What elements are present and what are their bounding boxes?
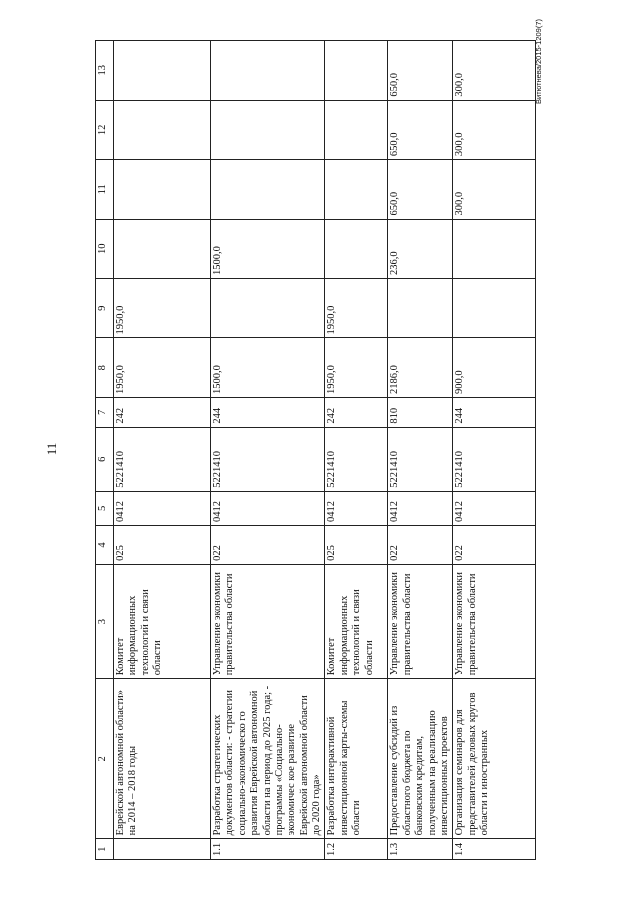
year-2014 [388,279,453,338]
code-vr: 810 [388,397,453,427]
year-2016 [211,160,325,219]
executor: Управление экономики правительства области [453,564,536,678]
code-vr: 242 [325,397,388,427]
code-csr: 5221410 [325,427,388,491]
document-code: Витютнева/2015-1209(7) [534,18,543,104]
year-2014 [211,279,325,338]
row-number: 1.2 [325,839,388,860]
code-rz: 0412 [388,491,453,525]
col-header: 13 [96,41,114,101]
code-gr: 022 [388,526,453,565]
year-2017 [211,100,325,159]
table-row [453,41,536,860]
code-csr: 5221410 [114,427,211,491]
program-table [95,40,536,860]
activity-name: Разработка интерактивной инвестиционной карты-схемы области [325,679,388,839]
year-2016: 300,0 [453,160,536,219]
year-2017: 650,0 [388,100,453,159]
col-header: 4 [96,526,114,565]
year-2015 [453,219,536,278]
code-gr: 025 [114,526,211,565]
year-2015 [114,219,211,278]
col-header: 7 [96,397,114,427]
executor: Комитет информационных технологий и связи области [114,564,211,678]
total: 900,0 [453,338,536,397]
year-2017 [114,100,211,159]
row-number: 1.3 [388,839,453,860]
executor: Комитет информационных технологий и связи области [325,564,388,678]
col-header: 2 [96,679,114,839]
activity-name: Еврейской автономной области» на 2014 – 2018 годы [114,679,211,839]
code-csr: 5221410 [388,427,453,491]
year-2018: 650,0 [388,41,453,101]
year-2015 [325,219,388,278]
code-rz: 0412 [325,491,388,525]
total: 1500,0 [211,338,325,397]
col-header: 6 [96,427,114,491]
table-row [388,41,453,860]
code-gr: 025 [325,526,388,565]
executor: Управление экономики правительства области [388,564,453,678]
col-header: 5 [96,491,114,525]
total: 2186,0 [388,338,453,397]
year-2016 [114,160,211,219]
year-2018 [114,41,211,101]
code-csr: 5221410 [453,427,536,491]
total: 1950,0 [114,338,211,397]
year-2015: 236,0 [388,219,453,278]
table-row [325,41,388,860]
col-header: 12 [96,100,114,159]
program-table-container [95,40,585,860]
year-2018 [211,41,325,101]
activity-name: Разработка стратегических документов области: - стратегии социально-экономическо го развития Еврейской автономной области на период до 2025 года; - программы «Социально-экономичес кое развитие Еврейской автономной области до 2020 года» [211,679,325,839]
code-rz: 0412 [453,491,536,525]
col-header: 1 [96,839,114,860]
year-2018 [325,41,388,101]
code-vr: 242 [114,397,211,427]
col-header: 8 [96,338,114,397]
col-header: 10 [96,219,114,278]
code-gr: 022 [211,526,325,565]
code-csr: 5221410 [211,427,325,491]
table-row [211,41,325,860]
code-rz: 0412 [114,491,211,525]
year-2015: 1500,0 [211,219,325,278]
year-2014 [453,279,536,338]
activity-name: Предоставление субсидий из областного бюджета по банковским кредитам, полученным на реализацию инвестиционных проектов [388,679,453,839]
year-2017 [325,100,388,159]
activity-name: Организация семинаров для представителей деловых кругов области и иностранных [453,679,536,839]
code-vr: 244 [453,397,536,427]
page-number: 11 [44,442,59,456]
total: 1950,0 [325,338,388,397]
row-number [114,839,211,860]
col-header: 3 [96,564,114,678]
row-number: 1.4 [453,839,536,860]
year-2014: 1950,0 [325,279,388,338]
year-2016: 650,0 [388,160,453,219]
executor: Управление экономики правительства области [211,564,325,678]
year-2017: 300,0 [453,100,536,159]
table-row [114,41,211,860]
code-gr: 022 [453,526,536,565]
year-2018: 300,0 [453,41,536,101]
row-number: 1.1 [211,839,325,860]
col-header: 9 [96,279,114,338]
year-2014: 1950,0 [114,279,211,338]
year-2016 [325,160,388,219]
col-header: 11 [96,160,114,219]
code-rz: 0412 [211,491,325,525]
code-vr: 244 [211,397,325,427]
header-row [96,41,114,860]
